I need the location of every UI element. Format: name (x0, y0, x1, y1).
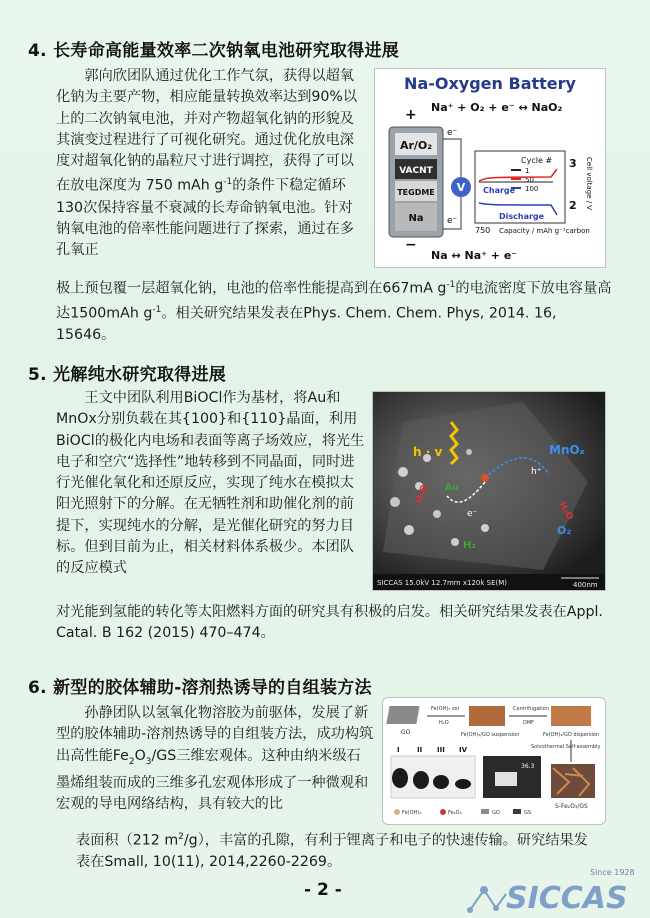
sol-label: Fe(OH)₃ sol (431, 706, 459, 712)
suspension-sheet-icon (469, 706, 505, 726)
sem-image (373, 392, 605, 590)
sem-particle (481, 524, 489, 532)
weight-label: 36.3 (521, 763, 535, 770)
section-5-paragraph-full (56, 602, 616, 645)
sample-label-iv: IV (459, 746, 468, 754)
hv-label: h · v (413, 445, 443, 459)
section-4-sup-3: -1 (152, 305, 162, 316)
layer-label-vacnt: VACNT (399, 166, 433, 176)
section-6-sub-1: 2 (128, 756, 135, 767)
battery-diagram (375, 69, 605, 267)
legend-fe-oh3: Fe(OH)₃ (402, 810, 422, 816)
sample-iii-icon (433, 775, 449, 789)
electron-bottom-label: e⁻ (447, 216, 458, 226)
x-tick-750: 750 (475, 226, 491, 235)
e-minus-label: e⁻ (467, 509, 478, 519)
inset-legend-title: Cycle # (521, 156, 553, 165)
mnox-label: MnOₓ (549, 443, 585, 457)
electron-top-label: e⁻ (447, 128, 458, 138)
section-6-paragraph-wrapped (56, 703, 374, 815)
layer-label-ar-o2: Ar/O₂ (399, 139, 433, 152)
section-5-heading: 5. 光解纯水研究取得进展 (28, 365, 227, 385)
voltmeter-label: V (456, 181, 466, 194)
battery-bottom-reaction: Na ↔ Na⁺ + e⁻ (431, 249, 518, 262)
sample-ii-icon (413, 771, 429, 789)
section-6-text-o: O (134, 747, 146, 764)
battery-title: Na-Oxygen Battery (404, 74, 576, 93)
legend-fe2o3: Fe₂O₃ (448, 810, 462, 816)
product-label: S-Fe₂O₃/GS (555, 803, 588, 810)
h2o-right-label: H₂O (556, 500, 575, 523)
section-6-text-a: 孙静团队以氢氧化物溶胶为前驱体，发展了新型的胶体辅助-溶剂热诱导的自组装方法，成功构筑出高性能Fe (56, 705, 374, 764)
dmf-label: DMF (523, 720, 535, 726)
go-sheet-icon (386, 706, 419, 724)
h-plus-label: h⁺ (531, 467, 542, 477)
centrifugation-label: Centrifugation (513, 706, 549, 712)
logo-atom-icon (467, 907, 473, 913)
legend-go: GO (492, 810, 500, 816)
section-4-sup-2: -1 (446, 280, 456, 290)
layer-label-tegdme: TEGDME (397, 188, 435, 197)
h2o-left-label: H₂O (414, 483, 431, 506)
logo-text: SICCAS (506, 881, 628, 914)
self-assembly-figure (382, 697, 606, 825)
section-4-text-a: 郭向欣团队通过优化工作气氛，获得以超氧化钠为主要产物，相应能量转换效率达到90%以上的二次钠氧电池，并对产物超氧化钠的形貌及其演变过程进行了可视化研究。通过优化放电深度对超氧化钠的晶粒尺寸进行调控，获得了可以在放电深度为 750 mAh g (56, 68, 358, 195)
section-4-text-e: 。相关研究结果发表在Phys. Chem. Chem. Phys, 2014. 16, 15646。 (56, 305, 557, 344)
discharge-label: Discharge (499, 212, 545, 221)
sample-iv-icon (455, 779, 471, 789)
section-4-paragraph-full (56, 275, 616, 346)
legend-gs: GS (524, 810, 532, 816)
logo-atom-icon (480, 886, 488, 894)
page-number: - 2 - (304, 880, 342, 900)
sem-particle (466, 449, 472, 455)
y-axis-label: Cell voltage / V (585, 157, 593, 211)
weight-sample-icon (495, 772, 517, 786)
section-4-text-d: 的电流密度下放电容量高达1500mAh g (56, 280, 612, 322)
y-tick-3: 3 (569, 157, 577, 170)
sem-info-text: SICCAS 15.0kV 12.7mm x120k SE(M) (377, 579, 507, 587)
scale-label: 400nm (573, 581, 598, 589)
section-5-text-b: 对光能到氢能的转化等太阳燃料方面的研究具有积极的启发。相关研究结果发表在Appl. Catal. B 162 (2015) 470–474。 (56, 604, 603, 642)
siccas-logo (466, 864, 642, 914)
sample-label-ii: II (417, 746, 423, 754)
logo-since-text: Since 1928 (590, 868, 635, 877)
self-assembly-schematic (383, 698, 605, 824)
legend-fe-oh3-icon (394, 809, 400, 815)
section-6-text-b: /GS三维宏观体。这种由纳米级石墨烯组装而成的三维多孔宏观体形成了一种微观和宏观的导电网络结构，具有较大的比 (56, 747, 369, 813)
layer-label-na: Na (408, 213, 424, 224)
logo-atom-icon (493, 905, 499, 911)
o2-label: O₂ (557, 524, 572, 537)
legend-go-icon (481, 809, 489, 814)
legend-label-1: 1 (525, 167, 530, 175)
h2-label: H₂ (463, 540, 476, 551)
section-5-paragraph-wrapped (56, 388, 366, 580)
legend-label-2: 50 (525, 176, 534, 184)
section-4-sup-1: -1 (223, 177, 233, 188)
section-4-text-b: 的条件下稳定循环130次保持容量不衰减的长寿命钠氧电池。针对钠氧电池的倍率性能问题进行了探索，通过在多孔氧正 (56, 178, 354, 259)
minus-sign: − (405, 237, 417, 253)
au-label: Au (445, 483, 459, 493)
sem-particle (390, 497, 400, 507)
legend-gs-icon (513, 809, 521, 814)
battery-top-reaction: Na⁺ + O₂ + e⁻ ↔ NaO₂ (431, 101, 563, 114)
section-6-heading: 6. 新型的胶体辅助-溶剂热诱导的自组装方法 (28, 678, 372, 698)
plus-sign: + (405, 107, 417, 123)
sem-particle (398, 467, 408, 477)
legend-fe2o3-icon (440, 809, 446, 815)
dispersion-sheet-icon (551, 706, 591, 726)
sample-i-icon (392, 768, 408, 788)
sample-label-iii: III (437, 746, 445, 754)
section-4-text-c: 极上预包覆一层超氧化钠，电池的倍率性能提高到在667mA g (56, 280, 447, 297)
siccas-logo-graphic (466, 864, 642, 914)
section-5-text-a: 王文中团队利用BiOCl作为基材，将Au和MnOx分别负载在其{100}和{110}晶面，利用BiOCl的极化内电场和表面等离子场效应，将光生电子和空穴“选择性”地转移到不同晶面，同时进行光催化氧化和还原反应，实现了纯水在模拟太阳光照射下的分解。在无牺牲剂和助催化剂的前提下，实现纯水的分解，是光催化研究的努力目标。但到目前为止，相关材料体系极少。本团队的反应模式 (56, 390, 365, 577)
sem-particle (433, 510, 441, 518)
logo-molecule-lines (470, 890, 506, 910)
y-tick-2: 2 (569, 199, 577, 212)
charge-label: Charge (483, 186, 516, 195)
wire-top (443, 139, 461, 177)
sem-particle (404, 525, 414, 535)
dispersion-label: Fe(OH)₃/GO dispersion (543, 732, 600, 738)
section-6-sup-1: 2 (178, 832, 184, 842)
section-4-paragraph-wrapped (56, 66, 366, 261)
legend-label-3: 100 (525, 185, 539, 193)
solvothermal-label: Solvothermal Self-assembly (531, 744, 601, 750)
x-axis-label: Capacity / mAh g⁻¹carbon (499, 227, 590, 235)
suspension-label: Fe(OH)₃/GO suspension (461, 732, 520, 738)
section-6-text-c: 表面积（212 m (76, 832, 179, 849)
section-4-heading: 4. 长寿命高能量效率二次钠氧电池研究取得进展 (28, 41, 400, 61)
section-6-text-d: /g），丰富的孔隙，有利于锂离子和电子的快速传输。研究结果发表在Small, 10(11), 2014,2260-2269。 (76, 832, 588, 871)
section-6-sub-2: 3 (145, 756, 152, 767)
na-oxygen-battery-figure (374, 68, 606, 268)
sem-particle (451, 538, 459, 546)
sample-label-i: I (397, 746, 400, 754)
h2o-label: H₂O (439, 720, 449, 726)
sem-photocatalysis-figure (372, 391, 606, 591)
go-label: GO (401, 729, 411, 736)
